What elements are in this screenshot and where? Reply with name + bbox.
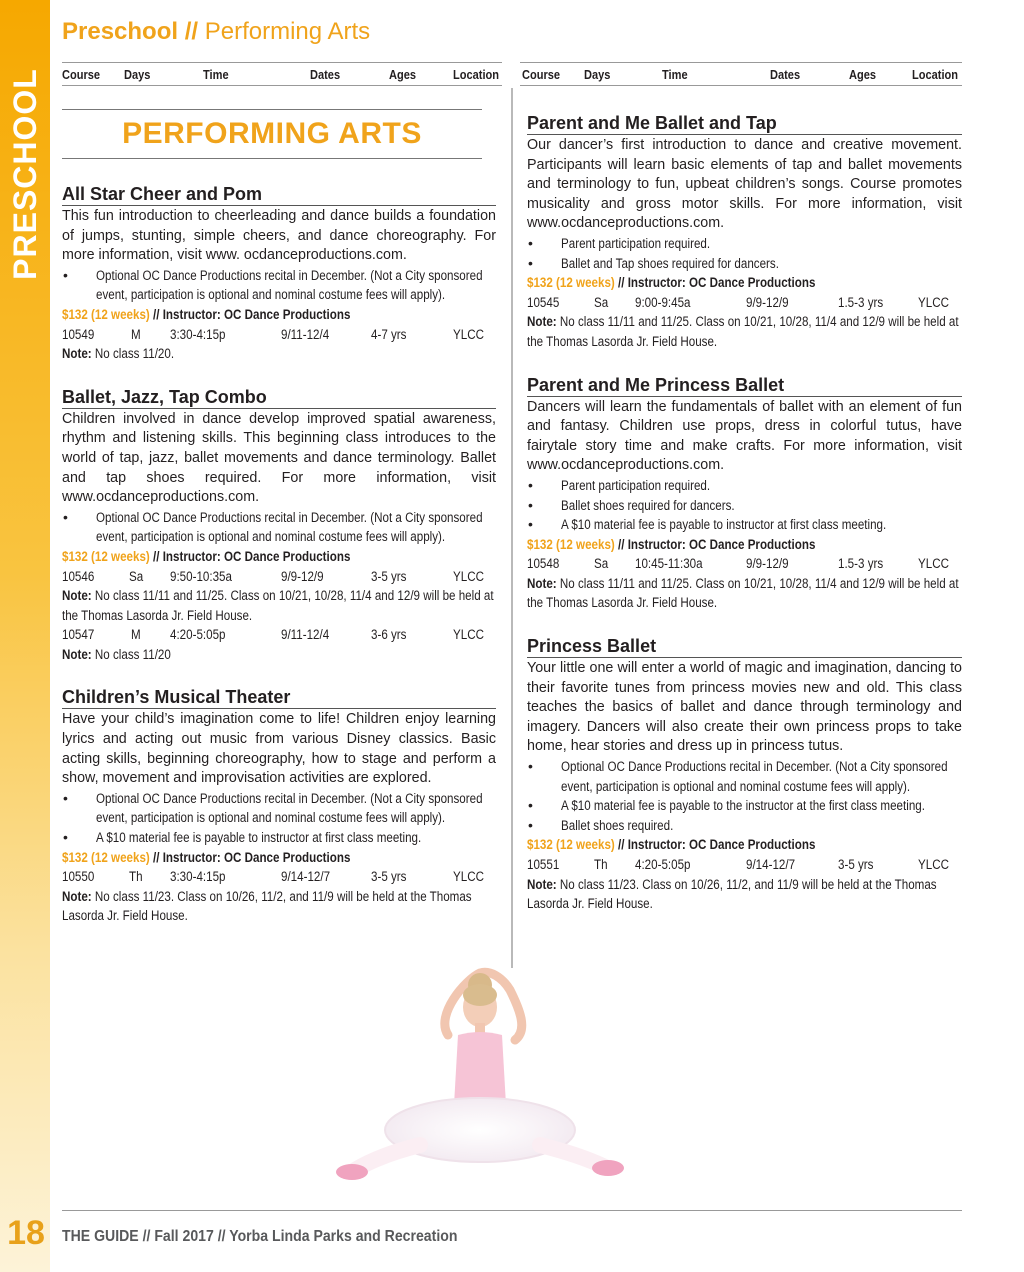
price-line xyxy=(62,848,496,868)
bullet-item xyxy=(62,508,496,547)
section-row xyxy=(62,867,496,887)
column-header-right xyxy=(520,62,962,86)
sidebar-band xyxy=(0,0,50,1272)
course-number: 10547 xyxy=(62,627,95,643)
course-number: 10546 xyxy=(62,568,95,584)
course-dates: 9/9-12/9 xyxy=(746,556,789,572)
note-label: Note: xyxy=(527,575,557,591)
note-label: Note: xyxy=(527,314,557,330)
price-line xyxy=(62,547,496,567)
footer-season: Fall 2017 xyxy=(154,1228,214,1245)
sidebar-section-label: PRESCHOOL xyxy=(7,68,43,280)
course-location: YLCC xyxy=(918,857,949,872)
bullet-text: Ballet shoes required for dancers. xyxy=(561,497,735,513)
note-text: No class 11/20 xyxy=(94,646,171,662)
col-days: Days xyxy=(584,67,611,82)
bullet-item xyxy=(527,476,962,496)
course-days: Sa xyxy=(594,556,609,572)
section-row xyxy=(62,567,496,587)
header-separator: // xyxy=(184,18,199,45)
col-ages: Ages xyxy=(389,67,417,82)
bullet-text: A $10 material fee is payable to instructor at first class meeting. xyxy=(561,517,887,533)
course-princess-ballet xyxy=(527,635,962,914)
price-line xyxy=(527,835,962,855)
footer-rule xyxy=(62,1210,962,1211)
course-time: 3:30-4:15p xyxy=(170,326,226,342)
instructor: // Instructor: OC Dance Productions xyxy=(618,837,816,853)
course-time: 4:20-5:05p xyxy=(635,857,691,872)
course-all-star-cheer xyxy=(62,183,496,364)
note-label: Note: xyxy=(62,888,92,904)
bullet-text: Ballet and Tap shoes required for dancers. xyxy=(561,255,779,271)
bullet-item xyxy=(527,234,962,254)
course-dates: 9/9-12/9 xyxy=(281,568,324,584)
footer-sep: // xyxy=(217,1228,226,1245)
section-row xyxy=(527,293,962,313)
course-title: Children’s Musical Theater xyxy=(62,686,496,709)
course-time: 4:20-5:05p xyxy=(170,627,226,643)
col-days: Days xyxy=(124,67,151,82)
course-ages: 3-5 yrs xyxy=(371,869,407,885)
course-bullets xyxy=(62,508,496,547)
course-title: Parent and Me Princess Ballet xyxy=(527,374,962,397)
column-header-left xyxy=(62,62,502,86)
bullet-text: Optional OC Dance Productions recital in December. (Not a City sponsored event, participation is optional and nominal costume fees will apply). xyxy=(96,790,483,826)
course-days: M xyxy=(131,627,141,643)
bullet-item xyxy=(62,828,496,848)
course-description: This fun introduction to cheerleading and dance builds a foundation of jumps, stunting, simple cheers, and dance choreography. For more information, visit www. ocdanceproductions.com. xyxy=(62,208,496,264)
footer xyxy=(62,1226,511,1248)
course-number: 10551 xyxy=(527,857,560,872)
price: $132 (12 weeks) xyxy=(62,306,150,322)
page-title: PERFORMING ARTS xyxy=(122,117,422,150)
note-text: No class 11/11 and 11/25. Class on 10/21, 10/28, 11/4 and 12/9 will be held at the Thomas Lasorda Jr. Field House. xyxy=(527,575,959,611)
instructor: // Instructor: OC Dance Productions xyxy=(153,548,351,564)
course-ages: 3-5 yrs xyxy=(838,857,874,872)
subsection-name: Performing Arts xyxy=(204,18,371,45)
course-time: 9:50-10:35a xyxy=(170,568,232,584)
price: $132 (12 weeks) xyxy=(527,275,615,291)
bullet-text: Ballet shoes required. xyxy=(561,817,674,833)
course-number: 10550 xyxy=(62,869,95,885)
section-row xyxy=(527,554,962,574)
bullet-item xyxy=(62,789,496,828)
col-location: Location xyxy=(453,67,500,82)
course-title: Ballet, Jazz, Tap Combo xyxy=(62,386,496,409)
course-days: Th xyxy=(129,869,143,885)
course-days: Sa xyxy=(594,294,609,310)
section-row xyxy=(62,325,496,345)
price-line xyxy=(62,305,496,325)
note-label: Note: xyxy=(62,346,92,362)
course-note xyxy=(527,574,962,613)
course-number: 10545 xyxy=(527,294,560,310)
instructor: // Instructor: OC Dance Productions xyxy=(618,536,816,552)
note-label: Note: xyxy=(527,876,557,892)
section-row xyxy=(527,855,962,875)
course-days: M xyxy=(131,326,141,342)
course-title: Princess Ballet xyxy=(527,635,962,658)
course-note xyxy=(62,645,496,665)
course-ages: 4-7 yrs xyxy=(371,326,407,342)
course-note xyxy=(527,312,962,351)
course-description: Dancers will learn the fundamentals of ballet with an element of fun and fantasy. Children use props, dress in colorful tutus, have fairytale story time and make crafts. For more information, visit www.ocdanceproductions.com. xyxy=(527,398,962,474)
note-text: No class 11/20. xyxy=(94,346,175,362)
bullet-item xyxy=(62,266,496,305)
ballerina-photo xyxy=(330,955,630,1210)
bullet-text: Parent participation required. xyxy=(561,477,711,493)
note-label: Note: xyxy=(62,646,92,662)
course-description: Children involved in dance develop improved spatial awareness, rhythm and listening skills. This beginning class introduces to the world of tap, jazz, ballet movements and dance terminology. Ballet and tap shoes required. For more information, visit www.ocdanceproductions.com. xyxy=(62,410,496,506)
course-dates: 9/11-12/4 xyxy=(281,627,330,643)
course-description: Our dancer’s first introduction to dance and creative movement. Participants will learn basic elements of tap and ballet movements and terminology to fun, upbeat children’s songs. Course promotes musicality and gross motor skills. For more information, visit www.ocdanceproductions.com. xyxy=(527,137,962,232)
footer-guide: THE GUIDE xyxy=(62,1228,139,1245)
course-number: 10548 xyxy=(527,556,560,572)
note-text: No class 11/11 and 11/25. Class on 10/21, 10/28, 11/4 and 12/9 will be held at the Thomas Lasorda Jr. Field House. xyxy=(62,588,494,623)
course-location: YLCC xyxy=(918,294,949,310)
price: $132 (12 weeks) xyxy=(62,849,150,865)
course-parent-me-princess-ballet xyxy=(527,374,962,614)
course-ages: 3-6 yrs xyxy=(371,627,407,643)
left-column xyxy=(62,183,496,948)
col-time: Time xyxy=(662,67,688,82)
course-days: Sa xyxy=(129,568,144,584)
note-text: No class 11/23. Class on 10/26, 11/2, and 11/9 will be held at the Thomas Lasorda Jr. Field House. xyxy=(527,876,937,912)
course-bullets xyxy=(62,266,496,305)
course-dates: 9/14-12/7 xyxy=(281,869,331,885)
course-note xyxy=(62,586,496,625)
course-location: YLCC xyxy=(918,556,949,572)
bullet-text: A $10 material fee is payable to the instructor at the first class meeting. xyxy=(561,798,925,814)
course-title: All Star Cheer and Pom xyxy=(62,183,496,206)
course-ages: 3-5 yrs xyxy=(371,568,407,584)
course-dates: 9/9-12/9 xyxy=(746,294,789,310)
course-time: 9:00-9:45a xyxy=(635,294,691,310)
bullet-text: Optional OC Dance Productions recital in December. (Not a City sponsored event, participation is optional and nominal costume fees will apply). xyxy=(96,509,483,545)
course-title: Parent and Me Ballet and Tap xyxy=(527,112,962,135)
course-dates: 9/14-12/7 xyxy=(746,857,796,872)
bullet-item xyxy=(527,254,962,274)
price: $132 (12 weeks) xyxy=(527,837,615,853)
bullet-item xyxy=(527,757,962,796)
course-location: YLCC xyxy=(453,568,484,584)
course-time: 3:30-4:15p xyxy=(170,869,226,885)
course-description: Have your child’s imagination come to life! Children enjoy learning lyrics and acting out music from various Disney classics. Basic acting skills, beginning choreography, how to stage and perform a show, movement and improvisation activities are explored. xyxy=(62,711,496,787)
bullet-text: A $10 material fee is payable to instructor at first class meeting. xyxy=(96,830,422,846)
bullet-text: Parent participation required. xyxy=(561,235,711,251)
course-number: 10549 xyxy=(62,326,95,342)
course-description: Your little one will enter a world of magic and imagination, dancing to their favorite tunes from princess movies new and old. This class teaches the basics of ballet and dance through terminology and imagery. Dancers will also create their own princess props to take home, hear stories and dress up in princess tutus. xyxy=(527,660,962,755)
course-location: YLCC xyxy=(453,869,484,885)
section-row xyxy=(62,625,496,645)
instructor: // Instructor: OC Dance Productions xyxy=(153,849,351,865)
page-title-block xyxy=(62,109,482,159)
price-line xyxy=(527,273,962,293)
note-label: Note: xyxy=(62,588,92,604)
course-time: 10:45-11:30a xyxy=(635,556,703,572)
section-header xyxy=(62,15,370,49)
course-note xyxy=(62,344,496,364)
course-bullets xyxy=(527,757,962,835)
note-text: No class 11/23. Class on 10/26, 11/2, and 11/9 will be held at the Thomas Lasorda Jr. Field House. xyxy=(62,888,472,924)
col-course: Course xyxy=(62,67,101,82)
course-parent-me-ballet-tap xyxy=(527,112,962,352)
bullet-item xyxy=(527,515,962,535)
course-ballet-jazz-tap xyxy=(62,386,496,665)
bullet-text: Optional OC Dance Productions recital in December. (Not a City sponsored event, participation is optional and nominal costume fees will apply). xyxy=(561,759,948,794)
col-ages: Ages xyxy=(849,67,877,82)
course-ages: 1.5-3 yrs xyxy=(838,294,884,310)
course-bullets xyxy=(62,789,496,848)
footer-sep: // xyxy=(142,1228,151,1245)
right-column xyxy=(527,112,962,936)
course-note xyxy=(527,875,962,914)
course-location: YLCC xyxy=(453,326,484,342)
section-name: Preschool xyxy=(62,18,179,45)
course-location: YLCC xyxy=(453,627,484,643)
instructor: // Instructor: OC Dance Productions xyxy=(153,306,351,322)
col-dates: Dates xyxy=(770,67,801,82)
col-course: Course xyxy=(522,67,561,82)
col-location: Location xyxy=(912,67,959,82)
course-dates: 9/11-12/4 xyxy=(281,326,330,342)
footer-org: Yorba Linda Parks and Recreation xyxy=(229,1228,458,1245)
course-bullets xyxy=(527,234,962,273)
course-childrens-musical-theater xyxy=(62,686,496,926)
note-text: No class 11/11 and 11/25. Class on 10/21, 10/28, 11/4 and 12/9 will be held at the Thomas Lasorda Jr. Field House. xyxy=(527,314,959,349)
price: $132 (12 weeks) xyxy=(527,536,615,552)
price-line xyxy=(527,535,962,555)
course-bullets xyxy=(527,476,962,535)
bullet-text: Optional OC Dance Productions recital in December. (Not a City sponsored event, participation is optional and nominal costume fees will apply). xyxy=(96,267,483,303)
col-dates: Dates xyxy=(310,67,341,82)
course-days: Th xyxy=(594,857,608,872)
col-time: Time xyxy=(203,67,229,82)
price: $132 (12 weeks) xyxy=(62,548,150,564)
bullet-item xyxy=(527,496,962,516)
bullet-item xyxy=(527,796,962,816)
bullet-item xyxy=(527,816,962,836)
instructor: // Instructor: OC Dance Productions xyxy=(618,275,816,291)
page-number: 18 xyxy=(7,1214,45,1252)
course-note xyxy=(62,887,496,926)
course-ages: 1.5-3 yrs xyxy=(838,556,884,572)
